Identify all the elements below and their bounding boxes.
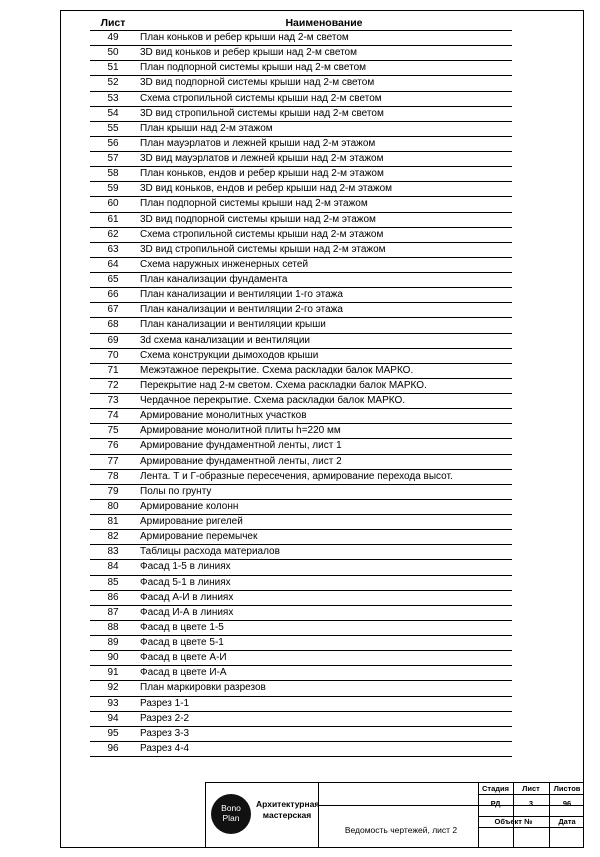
table-row: [90, 364, 512, 379]
sheets-value: 96: [562, 799, 572, 808]
sheet-number: 83: [107, 546, 119, 558]
sheet-title: План крыши над 2-м этажом: [140, 122, 273, 134]
table-row: [90, 122, 512, 137]
sheet-title: Фасад в цвете И-А: [140, 667, 227, 679]
sheet-title: Фасад 5-1 в линиях: [140, 576, 231, 588]
table-header: [90, 16, 512, 31]
sheet-number: 89: [107, 637, 119, 648]
table-row: [90, 455, 512, 470]
sheet-number: 62: [107, 228, 119, 240]
sheet-title: Лента. Т и Г-образные пересечения, армирование перехода высот.: [140, 470, 453, 482]
logo-line1: Bono: [221, 803, 241, 813]
sheet-title: Фасад А-И в линиях: [140, 591, 234, 603]
firm-name: Архитектурная мастерская: [256, 799, 320, 820]
sheet-number: 80: [107, 500, 119, 512]
sheet-title: Чердачное перекрытие. Схема раскладки балок МАРКО.: [140, 395, 406, 406]
sheet-number: 88: [107, 621, 119, 633]
table-row: [90, 712, 512, 727]
date-label: Дата: [558, 817, 576, 826]
sheet-number: 49: [107, 32, 119, 43]
table-row: [90, 137, 512, 152]
sheet-number: 78: [107, 470, 119, 482]
header-name: Наименование: [285, 17, 363, 29]
sheet-title: 3d схема канализации и вентиляции: [140, 334, 311, 346]
sheet-title: Фасад И-А в линиях: [140, 606, 234, 618]
sheet-title: Армирование ригелей: [140, 516, 243, 527]
table-body: [90, 31, 512, 757]
sheet-title: Армирование фундаментной ленты, лист 2: [140, 455, 342, 467]
sheet-title: Схема наружных инженерных сетей: [140, 258, 309, 270]
sheet-title: 3D вид подпорной системы крыши над 2-м светом: [140, 77, 375, 89]
sheet-number: 73: [107, 395, 119, 406]
sheet-number: 54: [107, 107, 119, 119]
sheet-number: 69: [107, 334, 119, 346]
table-row: [90, 470, 512, 485]
table-row: [90, 591, 512, 606]
sheet-title: План маркировки разрезов: [140, 682, 266, 694]
sheet-number: 70: [107, 349, 119, 361]
table-row: [90, 379, 512, 394]
table-row: [90, 167, 512, 182]
table-row: [90, 545, 512, 560]
table-row: [90, 182, 512, 197]
sheet-number: 81: [107, 516, 119, 527]
sheet-title: Разрез 1-1: [140, 697, 190, 709]
sheet-number: 64: [107, 258, 119, 270]
sheet-title: 3D вид стропильной системы крыши над 2-м этажом: [140, 243, 386, 255]
drawing-list-table: [90, 16, 512, 757]
sheet-title: План подпорной системы крыши над 2-м этажом: [140, 198, 368, 210]
sheet-title: Разрез 4-4: [140, 742, 190, 754]
table-row: [90, 107, 512, 122]
table-row: [90, 258, 512, 273]
sheet-number: 74: [107, 410, 119, 422]
sheet-title: Фасад в цвете 5-1: [140, 637, 224, 648]
table-row: [90, 424, 512, 439]
table-row: [90, 213, 512, 228]
table-row: [90, 485, 512, 500]
sheet-title: Схема стропильной системы крыши над 2-м светом: [140, 92, 382, 104]
sheet-title: План канализации и вентиляции крыши: [140, 319, 326, 331]
sheet-number: 68: [107, 319, 119, 331]
table-row: [90, 560, 512, 575]
table-row: [90, 515, 512, 530]
sheet-title: Схема конструкции дымоходов крыши: [140, 349, 319, 361]
table-row: [90, 318, 512, 333]
table-row: [90, 152, 512, 167]
sheet-value: 3: [528, 799, 534, 808]
sheet-number: 56: [107, 137, 119, 149]
table-row: [90, 681, 512, 696]
table-row: [90, 500, 512, 515]
table-row: [90, 394, 512, 409]
table-row: [90, 334, 512, 349]
table-row: [90, 621, 512, 636]
sheet-title: Межэтажное перекрытие. Схема раскладки балок МАРКО.: [140, 364, 414, 376]
table-row: [90, 31, 512, 46]
table-row: [90, 228, 512, 243]
stage-label: Стадия: [481, 784, 509, 793]
stage-value: РД: [490, 799, 501, 808]
sheet-number: 53: [107, 92, 119, 104]
sheet-number: 66: [107, 289, 119, 301]
title-block: [205, 782, 584, 848]
sheet-number: 67: [107, 304, 119, 316]
sheet-number: 86: [107, 591, 119, 603]
sheet-number: 94: [107, 712, 119, 724]
sheet-title: Армирование монолитной плиты h=220 мм: [140, 425, 341, 437]
sheet-title: 3D вид подпорной системы крыши над 2-м этажом: [140, 213, 376, 225]
sheet-title: Армирование фундаментной ленты, лист 1: [140, 440, 342, 452]
sheet-number: 93: [107, 697, 119, 709]
table-row: [90, 439, 512, 454]
sheet-title: 3D вид стропильной системы крыши над 2-м светом: [140, 107, 384, 119]
sheet-title: План подпорной системы крыши над 2-м светом: [140, 62, 367, 74]
table-row: [90, 409, 512, 424]
sheet-number: 82: [107, 531, 119, 543]
sheet-title: Фасад в цвете А-И: [140, 652, 227, 664]
sheet-title: 3D вид мауэрлатов и лежней крыши над 2-м этажом: [140, 153, 384, 164]
document-title: Ведомость чертежей, лист 2: [344, 825, 458, 835]
sheet-title: План коньков и ребер крыши над 2-м светом: [140, 32, 349, 43]
sheet-title: 3D вид коньков и ребер крыши над 2-м светом: [140, 47, 357, 59]
sheet-number: 75: [107, 425, 119, 437]
sheet-title: Фасад в цвете 1-5: [140, 621, 224, 633]
table-row: [90, 92, 512, 107]
table-row: [90, 636, 512, 651]
sheet-title: План канализации и вентиляции 2-го этажа: [140, 304, 343, 316]
sheet-number: 95: [107, 727, 119, 739]
table-row: [90, 197, 512, 212]
sheet-number: 71: [107, 364, 119, 376]
sheet-number: 65: [107, 274, 119, 285]
table-row: [90, 697, 512, 712]
table-row: [90, 349, 512, 364]
sheet-title: Полы по грунту: [140, 485, 212, 497]
sheet-number: 91: [107, 667, 119, 679]
table-row: [90, 742, 512, 757]
sheet-number: 79: [107, 485, 119, 497]
table-row: [90, 576, 512, 591]
sheet-title: Армирование монолитных участков: [140, 410, 307, 422]
sheet-title: План мауэрлатов и лежней крыши над 2-м этажом: [140, 137, 376, 149]
table-row: [90, 651, 512, 666]
sheet-number: 90: [107, 652, 119, 664]
sheet-title: Таблицы расхода материалов: [140, 546, 280, 558]
table-row: [90, 61, 512, 76]
sheet-number: 85: [107, 576, 119, 588]
table-row: [90, 273, 512, 288]
bonoplan-logo: [211, 794, 251, 834]
sheet-number: 96: [107, 742, 119, 754]
sheet-title: 3D вид коньков, ендов и ребер крыши над 2-м этажом: [140, 183, 393, 195]
table-row: [90, 727, 512, 742]
sheet-title: Фасад 1-5 в линиях: [140, 561, 231, 573]
sheet-number: 51: [107, 62, 119, 74]
logo-line2: Plan: [222, 813, 240, 823]
sheet-title: Армирование колонн: [140, 500, 239, 512]
sheet-title: Разрез 3-3: [140, 727, 190, 739]
header-sheet: Лист: [100, 17, 126, 29]
sheet-number: 76: [107, 440, 119, 452]
table-row: [90, 303, 512, 318]
sheet-number: 52: [107, 77, 119, 89]
sheet-number: 50: [107, 47, 119, 59]
table-row: [90, 666, 512, 681]
sheet-number: 55: [107, 122, 119, 134]
sheet-number: 60: [107, 198, 119, 210]
sheet-label: Лист: [522, 784, 540, 793]
sheet-number: 87: [107, 606, 119, 618]
sheet-title: Армирование перемычек: [140, 531, 258, 543]
sheet-number: 92: [107, 682, 119, 694]
table-row: [90, 288, 512, 303]
object-label: Объект №: [494, 817, 533, 826]
sheets-label: Листов: [553, 784, 581, 793]
table-row: [90, 243, 512, 258]
sheet-title: План канализации фундамента: [140, 274, 288, 285]
sheet-number: 57: [107, 153, 119, 164]
table-row: [90, 76, 512, 91]
table-row: [90, 606, 512, 621]
sheet-number: 59: [107, 183, 119, 195]
sheet-title: План коньков, ендов и ребер крыши над 2-м этажом: [140, 168, 384, 180]
sheet-title: План канализации и вентиляции 1-го этажа: [140, 289, 343, 301]
sheet-number: 58: [107, 168, 119, 180]
table-row: [90, 530, 512, 545]
sheet-number: 84: [107, 561, 119, 573]
sheet-title: Схема стропильной системы крыши над 2-м этажом: [140, 228, 384, 240]
sheet-title: Разрез 2-2: [140, 712, 190, 724]
sheet-number: 63: [107, 243, 119, 255]
sheet-title: Перекрытие над 2-м светом. Схема раскладки балок МАРКО.: [140, 379, 427, 391]
table-row: [90, 46, 512, 61]
sheet-number: 61: [107, 213, 119, 225]
sheet-number: 72: [107, 379, 119, 391]
sheet-number: 77: [107, 455, 119, 467]
